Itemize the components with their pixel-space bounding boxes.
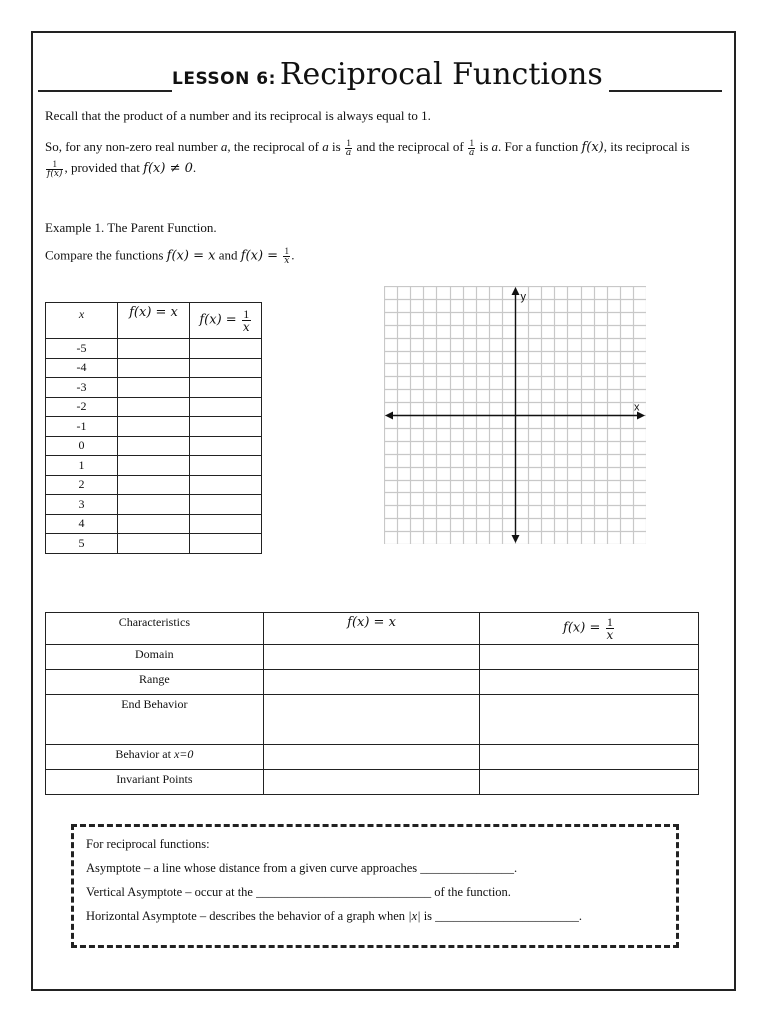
f1-cell[interactable] bbox=[118, 456, 190, 476]
frac-den: a bbox=[345, 147, 352, 158]
table-row bbox=[46, 397, 262, 417]
lesson-name: Reciprocal Functions bbox=[279, 57, 603, 92]
x-value-cell: 4 bbox=[46, 514, 118, 534]
table-row bbox=[46, 495, 262, 515]
header-f1-text: f(x) = x bbox=[129, 305, 178, 320]
example-compare bbox=[45, 247, 295, 266]
frac-num: 1 bbox=[346, 137, 351, 148]
f2-cell[interactable] bbox=[190, 495, 262, 515]
end-behavior-label: End Behavior bbox=[121, 697, 188, 711]
example-heading bbox=[45, 220, 217, 236]
math-f2-prefix: f(x) = bbox=[240, 248, 283, 264]
characteristics-table bbox=[45, 612, 699, 795]
box-line-4a: Horizontal Asymptote – describes the behavior of a graph when bbox=[86, 909, 409, 923]
cell-range-f2[interactable] bbox=[480, 670, 699, 695]
header-f1 bbox=[118, 303, 190, 339]
frac-den: x bbox=[242, 320, 250, 334]
table-row bbox=[46, 514, 262, 534]
cell-range-f1[interactable] bbox=[263, 670, 480, 695]
intro-text-2c: is bbox=[328, 139, 344, 154]
cell-invariant-f2[interactable] bbox=[480, 770, 699, 795]
fraction-one-over-x bbox=[283, 247, 290, 266]
f2-cell[interactable] bbox=[190, 339, 262, 359]
behavior-label: Behavior at bbox=[115, 747, 174, 761]
table-row bbox=[46, 475, 262, 495]
x-value-cell: -4 bbox=[46, 358, 118, 378]
cell-domain-f1[interactable] bbox=[263, 645, 480, 670]
table-row bbox=[46, 456, 262, 476]
intro-line-2 bbox=[45, 137, 735, 179]
cell-behavior-f1[interactable] bbox=[263, 745, 480, 770]
example-heading-text: Example 1. The Parent Function. bbox=[45, 220, 217, 235]
frac-num: 1 bbox=[243, 307, 250, 321]
compare-and: and bbox=[215, 247, 241, 263]
y-axis-arrow-up bbox=[512, 287, 520, 295]
table-row bbox=[46, 534, 262, 554]
intro-text-1: Recall that the product of a number and its reciprocal is always equal to 1. bbox=[45, 108, 431, 123]
x-value-cell: -5 bbox=[46, 339, 118, 359]
cell-invariant-f1[interactable] bbox=[263, 770, 480, 795]
x-axis-arrow-left bbox=[385, 412, 393, 420]
x-axis-label: x bbox=[634, 401, 640, 414]
behavior-math: x=0 bbox=[173, 747, 194, 761]
frac-den: a bbox=[469, 147, 475, 158]
fraction-one-over-fx bbox=[46, 160, 63, 179]
y-axis-arrow-down bbox=[512, 535, 520, 543]
intro-text-3b: . bbox=[192, 160, 197, 176]
fraction-one-over-a bbox=[345, 139, 352, 158]
f1-cell[interactable] bbox=[118, 436, 190, 456]
var-a: a bbox=[220, 139, 228, 154]
x-value-cell: 3 bbox=[46, 495, 118, 515]
y-axis-label: y bbox=[520, 291, 526, 303]
f2-cell[interactable] bbox=[190, 397, 262, 417]
box-line-1: For reciprocal functions: bbox=[86, 837, 210, 851]
f1-cell[interactable] bbox=[118, 358, 190, 378]
intro-line-1 bbox=[45, 108, 431, 124]
table-row bbox=[46, 436, 262, 456]
coordinate-grid[interactable] bbox=[384, 286, 646, 544]
f1-cell[interactable] bbox=[118, 495, 190, 515]
abs-x: |x| bbox=[408, 909, 421, 923]
page-title bbox=[172, 57, 609, 92]
frac-num: 1 bbox=[284, 246, 289, 256]
header-x-text: x bbox=[78, 307, 85, 321]
frac-num: 1 bbox=[469, 137, 474, 148]
frac-den: x bbox=[284, 256, 290, 266]
row-end-behavior-label bbox=[46, 695, 264, 745]
f2-cell[interactable] bbox=[190, 534, 262, 554]
f2-cell[interactable] bbox=[190, 358, 262, 378]
intro-text-2e: is bbox=[476, 139, 492, 154]
f2-cell[interactable] bbox=[190, 417, 262, 437]
x-value-cell: 0 bbox=[46, 436, 118, 456]
header-f2-prefix: f(x) = bbox=[199, 312, 241, 328]
char-header-text: Characteristics bbox=[118, 615, 191, 629]
value-table-body bbox=[46, 339, 262, 554]
fraction-one-over-a bbox=[468, 139, 475, 158]
row-range-label bbox=[46, 670, 264, 695]
box-line-2: Asymptote – a line whose distance from a given curve approaches _______________. bbox=[86, 861, 518, 875]
frac-num: 1 bbox=[46, 160, 63, 170]
f2-cell[interactable] bbox=[190, 456, 262, 476]
x-value-cell: -3 bbox=[46, 378, 118, 398]
math-condition: f(x) ≠ 0 bbox=[143, 161, 193, 177]
f1-cell[interactable] bbox=[118, 397, 190, 417]
char-header-f1 bbox=[263, 613, 480, 645]
x-value-cell: 5 bbox=[46, 534, 118, 554]
header-x bbox=[46, 303, 118, 339]
f1-cell[interactable] bbox=[118, 534, 190, 554]
title-row bbox=[38, 58, 722, 94]
x-value-cell: 2 bbox=[46, 475, 118, 495]
cell-domain-f2[interactable] bbox=[480, 645, 699, 670]
var-a: a bbox=[491, 139, 499, 154]
f2-cell[interactable] bbox=[190, 378, 262, 398]
math-f1: f(x) = x bbox=[166, 248, 216, 264]
char-header bbox=[46, 613, 264, 645]
compare-text: Compare the functions bbox=[45, 247, 167, 263]
box-line-3: Vertical Asymptote – occur at the ____________________________ of the function. bbox=[86, 885, 511, 899]
graph-svg bbox=[384, 286, 646, 544]
math-fx: f(x) bbox=[581, 140, 604, 155]
frac-den: f(x) bbox=[47, 168, 63, 179]
x-value-cell: 1 bbox=[46, 456, 118, 476]
row-behavior-label bbox=[46, 745, 264, 770]
domain-label: Domain bbox=[135, 647, 174, 661]
table-row bbox=[46, 417, 262, 437]
x-value-cell: -2 bbox=[46, 397, 118, 417]
intro-text-2g: , its reciprocal is bbox=[603, 139, 690, 154]
header-f2 bbox=[190, 303, 262, 339]
range-label: Range bbox=[139, 672, 170, 686]
intro-text-2f: . For a function bbox=[498, 139, 582, 154]
intro-text-2a: So, for any non-zero real number bbox=[45, 139, 221, 154]
f1-cell[interactable] bbox=[118, 475, 190, 495]
var-a: a bbox=[322, 139, 329, 154]
cell-end-behavior-f1[interactable] bbox=[263, 695, 480, 745]
cell-behavior-f2[interactable] bbox=[480, 745, 699, 770]
x-value-cell: -1 bbox=[46, 417, 118, 437]
frac-num: 1 bbox=[606, 615, 613, 629]
intro-text-2b: , the reciprocal of bbox=[227, 139, 323, 154]
f1-cell[interactable] bbox=[118, 378, 190, 398]
frac-den: x bbox=[606, 628, 614, 642]
f1-cell[interactable] bbox=[118, 339, 190, 359]
value-table bbox=[45, 302, 262, 554]
f1-cell[interactable] bbox=[118, 417, 190, 437]
row-domain-label bbox=[46, 645, 264, 670]
f2-cell[interactable] bbox=[190, 436, 262, 456]
intro-text-3a: , provided that bbox=[64, 160, 144, 176]
fraction-one-over-x bbox=[606, 616, 615, 641]
char-header-f2 bbox=[480, 613, 699, 645]
table-row bbox=[46, 358, 262, 378]
table-row bbox=[46, 378, 262, 398]
f1-cell[interactable] bbox=[118, 514, 190, 534]
cell-end-behavior-f2[interactable] bbox=[480, 695, 699, 745]
lesson-label: LESSON 6: bbox=[172, 69, 276, 89]
compare-end: . bbox=[291, 247, 295, 263]
invariant-label: Invariant Points bbox=[116, 772, 193, 786]
box-line-4 bbox=[86, 909, 664, 924]
intro-text-2d: and the reciprocal of bbox=[353, 139, 467, 154]
f2-cell[interactable] bbox=[190, 475, 262, 495]
char-header-f2-prefix: f(x) = bbox=[563, 620, 605, 636]
f2-cell[interactable] bbox=[190, 514, 262, 534]
box-line-4b: is _______________________. bbox=[420, 909, 583, 923]
fraction-one-over-x bbox=[242, 308, 251, 333]
definitions-box bbox=[71, 824, 679, 948]
char-header-f1-text: f(x) = x bbox=[347, 615, 396, 630]
table-row bbox=[46, 339, 262, 359]
row-invariant-label bbox=[46, 770, 264, 795]
